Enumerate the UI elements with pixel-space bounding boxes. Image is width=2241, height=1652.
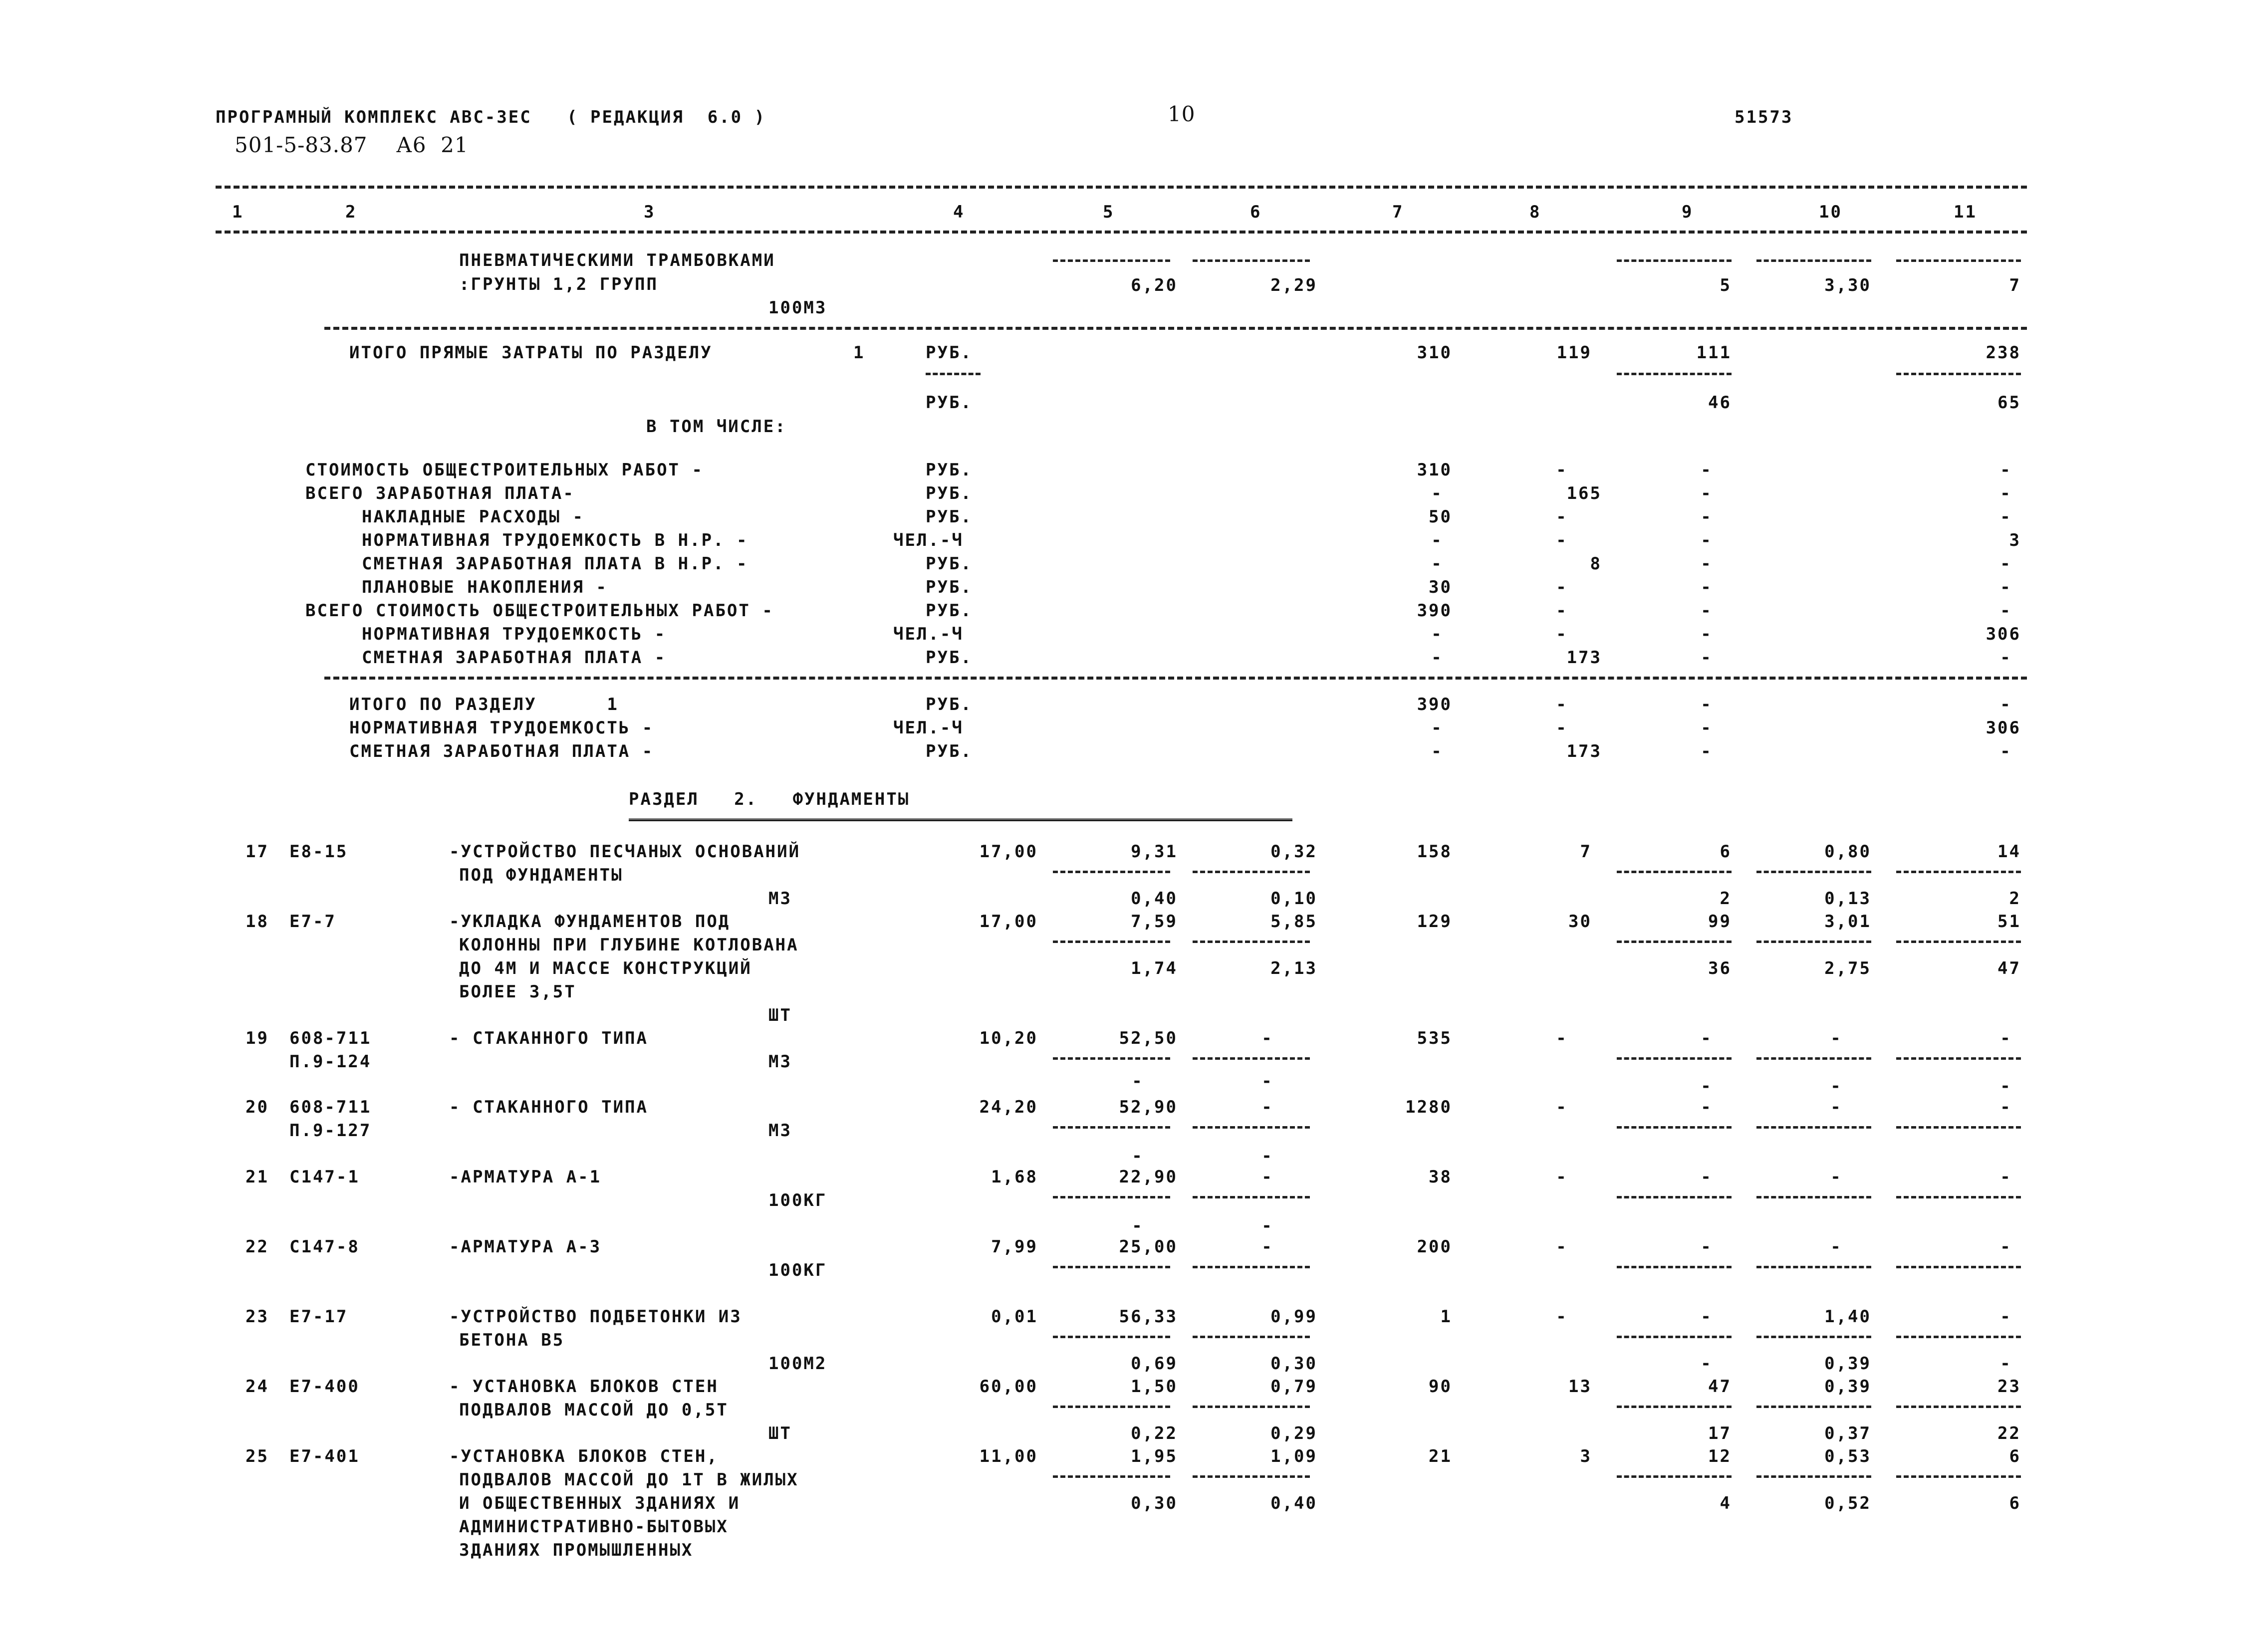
cell-c9: 6 [1720, 842, 1732, 862]
cell-c4: 10,20 [979, 1028, 1038, 1048]
summary-c9: - [1701, 460, 1713, 480]
cell-c9: 47 [1708, 1377, 1732, 1397]
cell-c6: - [1261, 1237, 1273, 1257]
cell-c5-sub: - [1132, 1146, 1144, 1166]
cell-c11: - [2000, 1028, 2012, 1048]
column-header: 1 [232, 202, 244, 222]
column-header: 8 [1529, 202, 1541, 222]
cell-c11: 14 [1997, 842, 2021, 862]
cell-c4: 60,00 [979, 1377, 1038, 1397]
itogo-label: ИТОГО ПРЯМЫЕ ЗАТРАТЫ ПО РАЗДЕЛУ [349, 343, 713, 363]
summary-c7: - [1431, 624, 1443, 644]
cell-c9: 5 [1720, 275, 1732, 295]
cell-c8: - [1556, 1097, 1568, 1117]
row-description: ДО 4М И МАССЕ КОНСТРУКЦИЙ [459, 958, 752, 978]
row-code: Е7-400 [289, 1377, 360, 1397]
cell-c10: 3,30 [1824, 275, 1871, 295]
row-description: -УСТРОЙСТВО ПЕСЧАНЫХ ОСНОВАНИЙ [449, 842, 801, 862]
cell-c5: 7,59 [1131, 912, 1178, 932]
row-unit: 100М3 [768, 298, 827, 318]
cell-c6: 1,09 [1270, 1446, 1317, 1466]
row-description: -АРМАТУРА А-1 [449, 1167, 602, 1187]
row-description: -УКЛАДКА ФУНДАМЕНТОВ ПОД [449, 912, 731, 932]
itogo-razdel-unit: ЧЕЛ.-Ч [893, 718, 964, 738]
cell-c11: 7 [2009, 275, 2021, 295]
cell-c5-sub: 0,69 [1131, 1354, 1178, 1374]
cell-c4: 11,00 [979, 1446, 1038, 1466]
cell-c10-sub: 0,39 [1824, 1354, 1871, 1374]
cell-c9-sub: 4 [1720, 1493, 1732, 1513]
cell-c5-sub: - [1132, 1216, 1144, 1236]
row-number: 25 [246, 1446, 269, 1466]
row-number: 18 [246, 912, 269, 932]
cell-c7: 90 [1429, 1377, 1452, 1397]
row-description: И ОБЩЕСТВЕННЫХ ЗДАНИЯХ И [459, 1493, 741, 1513]
summary-unit: ЧЕЛ.-Ч [893, 624, 964, 644]
row-description: КОЛОННЫ ПРИ ГЛУБИНЕ КОТЛОВАНА [459, 935, 799, 955]
cell-c4: 7,99 [991, 1237, 1038, 1257]
cell-c10: 1,40 [1824, 1307, 1871, 1327]
cell-c6-sub: 2,13 [1270, 958, 1317, 978]
itogo-unit: РУБ. [926, 343, 973, 363]
row-description: ПОДВАЛОВ МАССОЙ ДО 0,5Т [459, 1400, 729, 1420]
row-code: Е8-15 [289, 842, 348, 862]
itogo-razdel-c9: - [1701, 695, 1713, 714]
column-header: 10 [1819, 202, 1842, 222]
cell-c7: 129 [1417, 912, 1452, 932]
summary-label: НАКЛАДНЫЕ РАСХОДЫ - [362, 507, 584, 527]
summary-unit: РУБ. [926, 483, 973, 503]
row-code: С147-8 [289, 1237, 360, 1257]
row-code: С147-1 [289, 1167, 360, 1187]
itogo-razdel-unit: РУБ. [926, 695, 973, 714]
row-description: ПОД ФУНДАМЕНТЫ [459, 865, 623, 885]
cell-c8: 13 [1568, 1377, 1592, 1397]
row-unit: 100КГ [768, 1260, 827, 1280]
v-tom-chisle: В ТОМ ЧИСЛЕ: [646, 417, 787, 437]
program-title: ПРОГРАМНЫЙ КОМПЛЕКС АВС-3ЕС ( РЕДАКЦИЯ 6.0 ) [216, 107, 766, 127]
cell-c10-sub: 2,75 [1824, 958, 1871, 978]
cell-c6-sub: 0,30 [1270, 1354, 1317, 1374]
summary-unit: РУБ. [926, 460, 973, 480]
row-description: ЗДАНИЯХ ПРОМЫШЛЕННЫХ [459, 1540, 694, 1560]
cell-c11-sub: 2 [2009, 889, 2021, 909]
cell-c6: - [1261, 1097, 1273, 1117]
cell-c9: - [1701, 1076, 1713, 1096]
cell-c9: - [1701, 1028, 1713, 1048]
summary-c7: - [1431, 530, 1443, 550]
row-number: 20 [246, 1097, 269, 1117]
cell-c10: 0,39 [1824, 1377, 1871, 1397]
column-header: 4 [953, 202, 965, 222]
cell-c6-sub: 0,40 [1270, 1493, 1317, 1513]
cell-c4: 0,01 [991, 1307, 1038, 1327]
cell-c6: 0,32 [1270, 842, 1317, 862]
cell-c9-sub: 17 [1708, 1423, 1732, 1443]
summary-c8: - [1556, 601, 1568, 621]
cell-c7: 38 [1429, 1167, 1452, 1187]
cell-c11: - [2000, 1307, 2012, 1327]
row-description: АДМИНИСТРАТИВНО-БЫТОВЫХ [459, 1517, 729, 1537]
cell-c7: 158 [1417, 842, 1452, 862]
summary-c8: - [1556, 460, 1568, 480]
cell-c11: - [2000, 1237, 2012, 1257]
row-number: 23 [246, 1307, 269, 1327]
row-code: Е7-17 [289, 1307, 348, 1327]
cell-c9: 99 [1708, 912, 1732, 932]
cell-c9-sub: 2 [1720, 889, 1732, 909]
row-code: Е7-401 [289, 1446, 360, 1466]
cell-c5: 22,90 [1119, 1167, 1178, 1187]
summary-c9: - [1701, 577, 1713, 597]
cell-c8: 3 [1580, 1446, 1592, 1466]
column-header: 7 [1392, 202, 1404, 222]
section-heading: РАЗДЕЛ 2. ФУНДАМЕНТЫ [629, 789, 910, 809]
summary-c9: - [1701, 483, 1713, 503]
page-number: 10 [1168, 102, 1196, 126]
summary-c7: - [1431, 554, 1443, 574]
itogo-c7: 310 [1417, 343, 1452, 363]
summary-label: ВСЕГО ЗАРАБОТНАЯ ПЛАТА- [305, 483, 575, 503]
cell-c9: - [1701, 1307, 1713, 1327]
summary-label: ВСЕГО СТОИМОСТЬ ОБЩЕСТРОИТЕЛЬНЫХ РАБОТ - [305, 601, 774, 621]
row-description: ПОДВАЛОВ МАССОЙ ДО 1Т В ЖИЛЫХ [459, 1470, 799, 1490]
cell-c11-sub: 47 [1997, 958, 2021, 978]
itogo-c9: 111 [1696, 343, 1732, 363]
row-unit: М3 [768, 1052, 792, 1072]
cell-c5-sub: 0,40 [1131, 889, 1178, 909]
cell-c7: 1 [1440, 1307, 1452, 1327]
row-description: БЕТОНА В5 [459, 1330, 565, 1350]
row-description: - СТАКАННОГО ТИПА [449, 1028, 648, 1048]
summary-c9: - [1701, 601, 1713, 621]
cell-c5: 52,50 [1119, 1028, 1178, 1048]
cell-c6: 0,79 [1270, 1377, 1317, 1397]
itogo-c8: 119 [1556, 343, 1592, 363]
cell-c5-sub: 1,74 [1131, 958, 1178, 978]
summary-unit: РУБ. [926, 507, 973, 527]
cell-c11-sub: - [2000, 1097, 2012, 1117]
cell-c4: 1,68 [991, 1167, 1038, 1187]
itogo-razdel-c7: - [1431, 718, 1443, 738]
cell-c5-sub: - [1132, 1071, 1144, 1091]
cell-c7: 1280 [1405, 1097, 1452, 1117]
cell-c11: - [2000, 1076, 2012, 1096]
itogo-razdel-c8: - [1556, 718, 1568, 738]
cell-c11: 6 [2009, 1446, 2021, 1466]
summary-c11: - [2000, 507, 2012, 527]
summary-c11: 306 [1986, 624, 2021, 644]
handwritten-project-code: 501-5-83.87 А6 21 [235, 133, 469, 157]
itogo-razdel-c7: - [1431, 741, 1443, 761]
itogo-section-num: 1 [853, 343, 865, 363]
cell-c6: - [1261, 1167, 1273, 1187]
itogo-razdel-c11: 306 [1986, 718, 2021, 738]
cell-c6: 2,29 [1270, 275, 1317, 295]
cell-c5: 52,90 [1119, 1097, 1178, 1117]
cell-c8: - [1556, 1028, 1568, 1048]
cell-c10: - [1830, 1028, 1842, 1048]
summary-c8: 8 [1590, 554, 1602, 574]
summary-c9: - [1701, 648, 1713, 668]
summary-c8: - [1556, 507, 1568, 527]
itogo-razdel-label: НОРМАТИВНАЯ ТРУДОЕМКОСТЬ - [349, 718, 654, 738]
cell-c11: 23 [1997, 1377, 2021, 1397]
cell-c10: 0,80 [1824, 842, 1871, 862]
row-code-2: П.9-127 [289, 1121, 372, 1141]
itogo-razdel-c8: 173 [1566, 741, 1602, 761]
cell-c8: 7 [1580, 842, 1592, 862]
summary-c7: - [1431, 648, 1443, 668]
cell-c11: - [2000, 1167, 2012, 1187]
row-number: 21 [246, 1167, 269, 1187]
row-code: 608-711 [289, 1028, 372, 1048]
row-unit: М3 [768, 889, 792, 909]
cell-c5-sub: 0,22 [1131, 1423, 1178, 1443]
row-description: -УСТРОЙСТВО ПОДБЕТОНКИ ИЗ [449, 1307, 742, 1327]
row-description: БОЛЕЕ 3,5Т [459, 982, 576, 1002]
cell-c9: 12 [1708, 1446, 1732, 1466]
cell-c10: - [1830, 1237, 1842, 1257]
row-unit: 100КГ [768, 1190, 827, 1210]
row-number: 17 [246, 842, 269, 862]
cell-c6-sub: - [1261, 1146, 1273, 1166]
cell-c10-sub: 0,52 [1824, 1493, 1871, 1513]
summary-c7: - [1431, 483, 1443, 503]
row-unit: 100М2 [768, 1354, 827, 1374]
summary-label: НОРМАТИВНАЯ ТРУДОЕМКОСТЬ В Н.Р. - [362, 530, 748, 550]
cell-c7: 21 [1429, 1446, 1452, 1466]
summary-c7: 310 [1417, 460, 1452, 480]
summary-label: НОРМАТИВНАЯ ТРУДОЕМКОСТЬ - [362, 624, 667, 644]
summary-label: СМЕТНАЯ ЗАРАБОТНАЯ ПЛАТА В Н.Р. - [362, 554, 748, 574]
itogo-razdel-unit: РУБ. [926, 741, 973, 761]
cell-c11-sub: - [2000, 1354, 2012, 1374]
summary-c7: 30 [1429, 577, 1452, 597]
cell-c10: - [1830, 1167, 1842, 1187]
summary-label: ПЛАНОВЫЕ НАКОПЛЕНИЯ - [362, 577, 608, 597]
summary-c11: 3 [2009, 530, 2021, 550]
row-description: -УСТАНОВКА БЛОКОВ СТЕН, [449, 1446, 719, 1466]
summary-c11: - [2000, 460, 2012, 480]
summary-c8: 173 [1566, 648, 1602, 668]
row-code-2: П.9-124 [289, 1052, 372, 1072]
row-unit: М3 [768, 1121, 792, 1141]
column-header: 11 [1954, 202, 1977, 222]
itogo-razdel-c9: - [1701, 718, 1713, 738]
cell-c4: 17,00 [979, 912, 1038, 932]
itogo-razdel-c8: - [1556, 695, 1568, 714]
itogo-razdel-label: СМЕТНАЯ ЗАРАБОТНАЯ ПЛАТА - [349, 741, 654, 761]
cell-c5: 56,33 [1119, 1307, 1178, 1327]
summary-c8: - [1556, 624, 1568, 644]
row-unit: ШТ [768, 1423, 792, 1443]
itogo-razdel-c11: - [2000, 741, 2012, 761]
summary-c11: - [2000, 577, 2012, 597]
summary-c11: - [2000, 601, 2012, 621]
summary-label: СМЕТНАЯ ЗАРАБОТНАЯ ПЛАТА - [362, 648, 667, 668]
cell-c6-sub: 0,29 [1270, 1423, 1317, 1443]
summary-c11: - [2000, 483, 2012, 503]
column-header: 3 [644, 202, 656, 222]
itogo-c11b: 65 [1997, 393, 2021, 413]
cell-c10: - [1830, 1076, 1842, 1096]
summary-c7: 390 [1417, 601, 1452, 621]
row-code: Е7-7 [289, 912, 336, 932]
cell-c5: 1,50 [1131, 1377, 1178, 1397]
cell-c8: 30 [1568, 912, 1592, 932]
itogo-c11: 238 [1986, 343, 2021, 363]
itogo-razdel-c7: 390 [1417, 695, 1452, 714]
section-heading-underline [629, 818, 1292, 821]
cell-c10-sub: - [1830, 1097, 1842, 1117]
cell-c8: - [1556, 1167, 1568, 1187]
cell-c10: 3,01 [1824, 912, 1871, 932]
itogo-unit-2: РУБ. [926, 393, 973, 413]
row-description: ПНЕВМАТИЧЕСКИМИ ТРАМБОВКАМИ [459, 250, 775, 270]
column-header: 5 [1103, 202, 1115, 222]
document-number: 51573 [1735, 107, 1793, 127]
row-description: - СТАКАННОГО ТИПА [449, 1097, 648, 1117]
cell-c6: - [1261, 1028, 1273, 1048]
row-description: - УСТАНОВКА БЛОКОВ СТЕН [449, 1377, 719, 1397]
itogo-razdel-c9: - [1701, 741, 1713, 761]
summary-unit: РУБ. [926, 601, 973, 621]
cell-c11: 51 [1997, 912, 2021, 932]
cell-c4: 17,00 [979, 842, 1038, 862]
itogo-razdel-c11: - [2000, 695, 2012, 714]
cell-c8: - [1556, 1237, 1568, 1257]
row-description: -АРМАТУРА А-3 [449, 1237, 602, 1257]
cell-c6-sub: 0,10 [1270, 889, 1317, 909]
summary-label: СТОИМОСТЬ ОБЩЕСТРОИТЕЛЬНЫХ РАБОТ - [305, 460, 704, 480]
itogo-c9b: 46 [1708, 393, 1732, 413]
summary-unit: ЧЕЛ.-Ч [893, 530, 964, 550]
cell-c9: - [1701, 1167, 1713, 1187]
row-number: 19 [246, 1028, 269, 1048]
cell-c5: 9,31 [1131, 842, 1178, 862]
summary-unit: РУБ. [926, 554, 973, 574]
summary-c9: - [1701, 624, 1713, 644]
header-bottom-rule [216, 231, 2027, 234]
summary-unit: РУБ. [926, 577, 973, 597]
column-header: 9 [1682, 202, 1694, 222]
row-unit: ШТ [768, 1005, 792, 1025]
cell-c7: 535 [1417, 1028, 1452, 1048]
cell-c5: 6,20 [1131, 275, 1178, 295]
cell-c6-sub: - [1261, 1071, 1273, 1091]
summary-c9: - [1701, 507, 1713, 527]
cell-c7: 200 [1417, 1237, 1452, 1257]
summary-unit: РУБ. [926, 648, 973, 668]
summary-c8: - [1556, 577, 1568, 597]
cell-c6: 0,99 [1270, 1307, 1317, 1327]
cell-c10: 0,53 [1824, 1446, 1871, 1466]
cell-c6: 5,85 [1270, 912, 1317, 932]
cell-c11-sub: 6 [2009, 1493, 2021, 1513]
cell-c5: 25,00 [1119, 1237, 1178, 1257]
row-number: 22 [246, 1237, 269, 1257]
cell-c6-sub: - [1261, 1216, 1273, 1236]
itogo-razdel-label: ИТОГО ПО РАЗДЕЛУ 1 [349, 695, 619, 714]
cell-c5-sub: 0,30 [1131, 1493, 1178, 1513]
summary-c11: - [2000, 648, 2012, 668]
column-header: 2 [345, 202, 357, 222]
cell-c9-sub: 36 [1708, 958, 1732, 978]
cell-c11-sub: 22 [1997, 1423, 2021, 1443]
row-number: 24 [246, 1377, 269, 1397]
summary-c7: 50 [1429, 507, 1452, 527]
summary-c11: - [2000, 554, 2012, 574]
cell-c5: 1,95 [1131, 1446, 1178, 1466]
row-description: :ГРУНТЫ 1,2 ГРУПП [459, 274, 658, 294]
cell-c4: 24,20 [979, 1097, 1038, 1117]
cell-c9-sub: - [1701, 1097, 1713, 1117]
summary-c9: - [1701, 530, 1713, 550]
table-top-rule [216, 186, 2027, 189]
summary-c9: - [1701, 554, 1713, 574]
summary-c8: - [1556, 530, 1568, 550]
cell-c9: - [1701, 1237, 1713, 1257]
summary-c8: 165 [1566, 483, 1602, 503]
column-header: 6 [1250, 202, 1262, 222]
row-code: 608-711 [289, 1097, 372, 1117]
cell-c10-sub: 0,13 [1824, 889, 1871, 909]
cell-c10-sub: 0,37 [1824, 1423, 1871, 1443]
cell-c8: - [1556, 1307, 1568, 1327]
cell-c9-sub: - [1701, 1354, 1713, 1374]
